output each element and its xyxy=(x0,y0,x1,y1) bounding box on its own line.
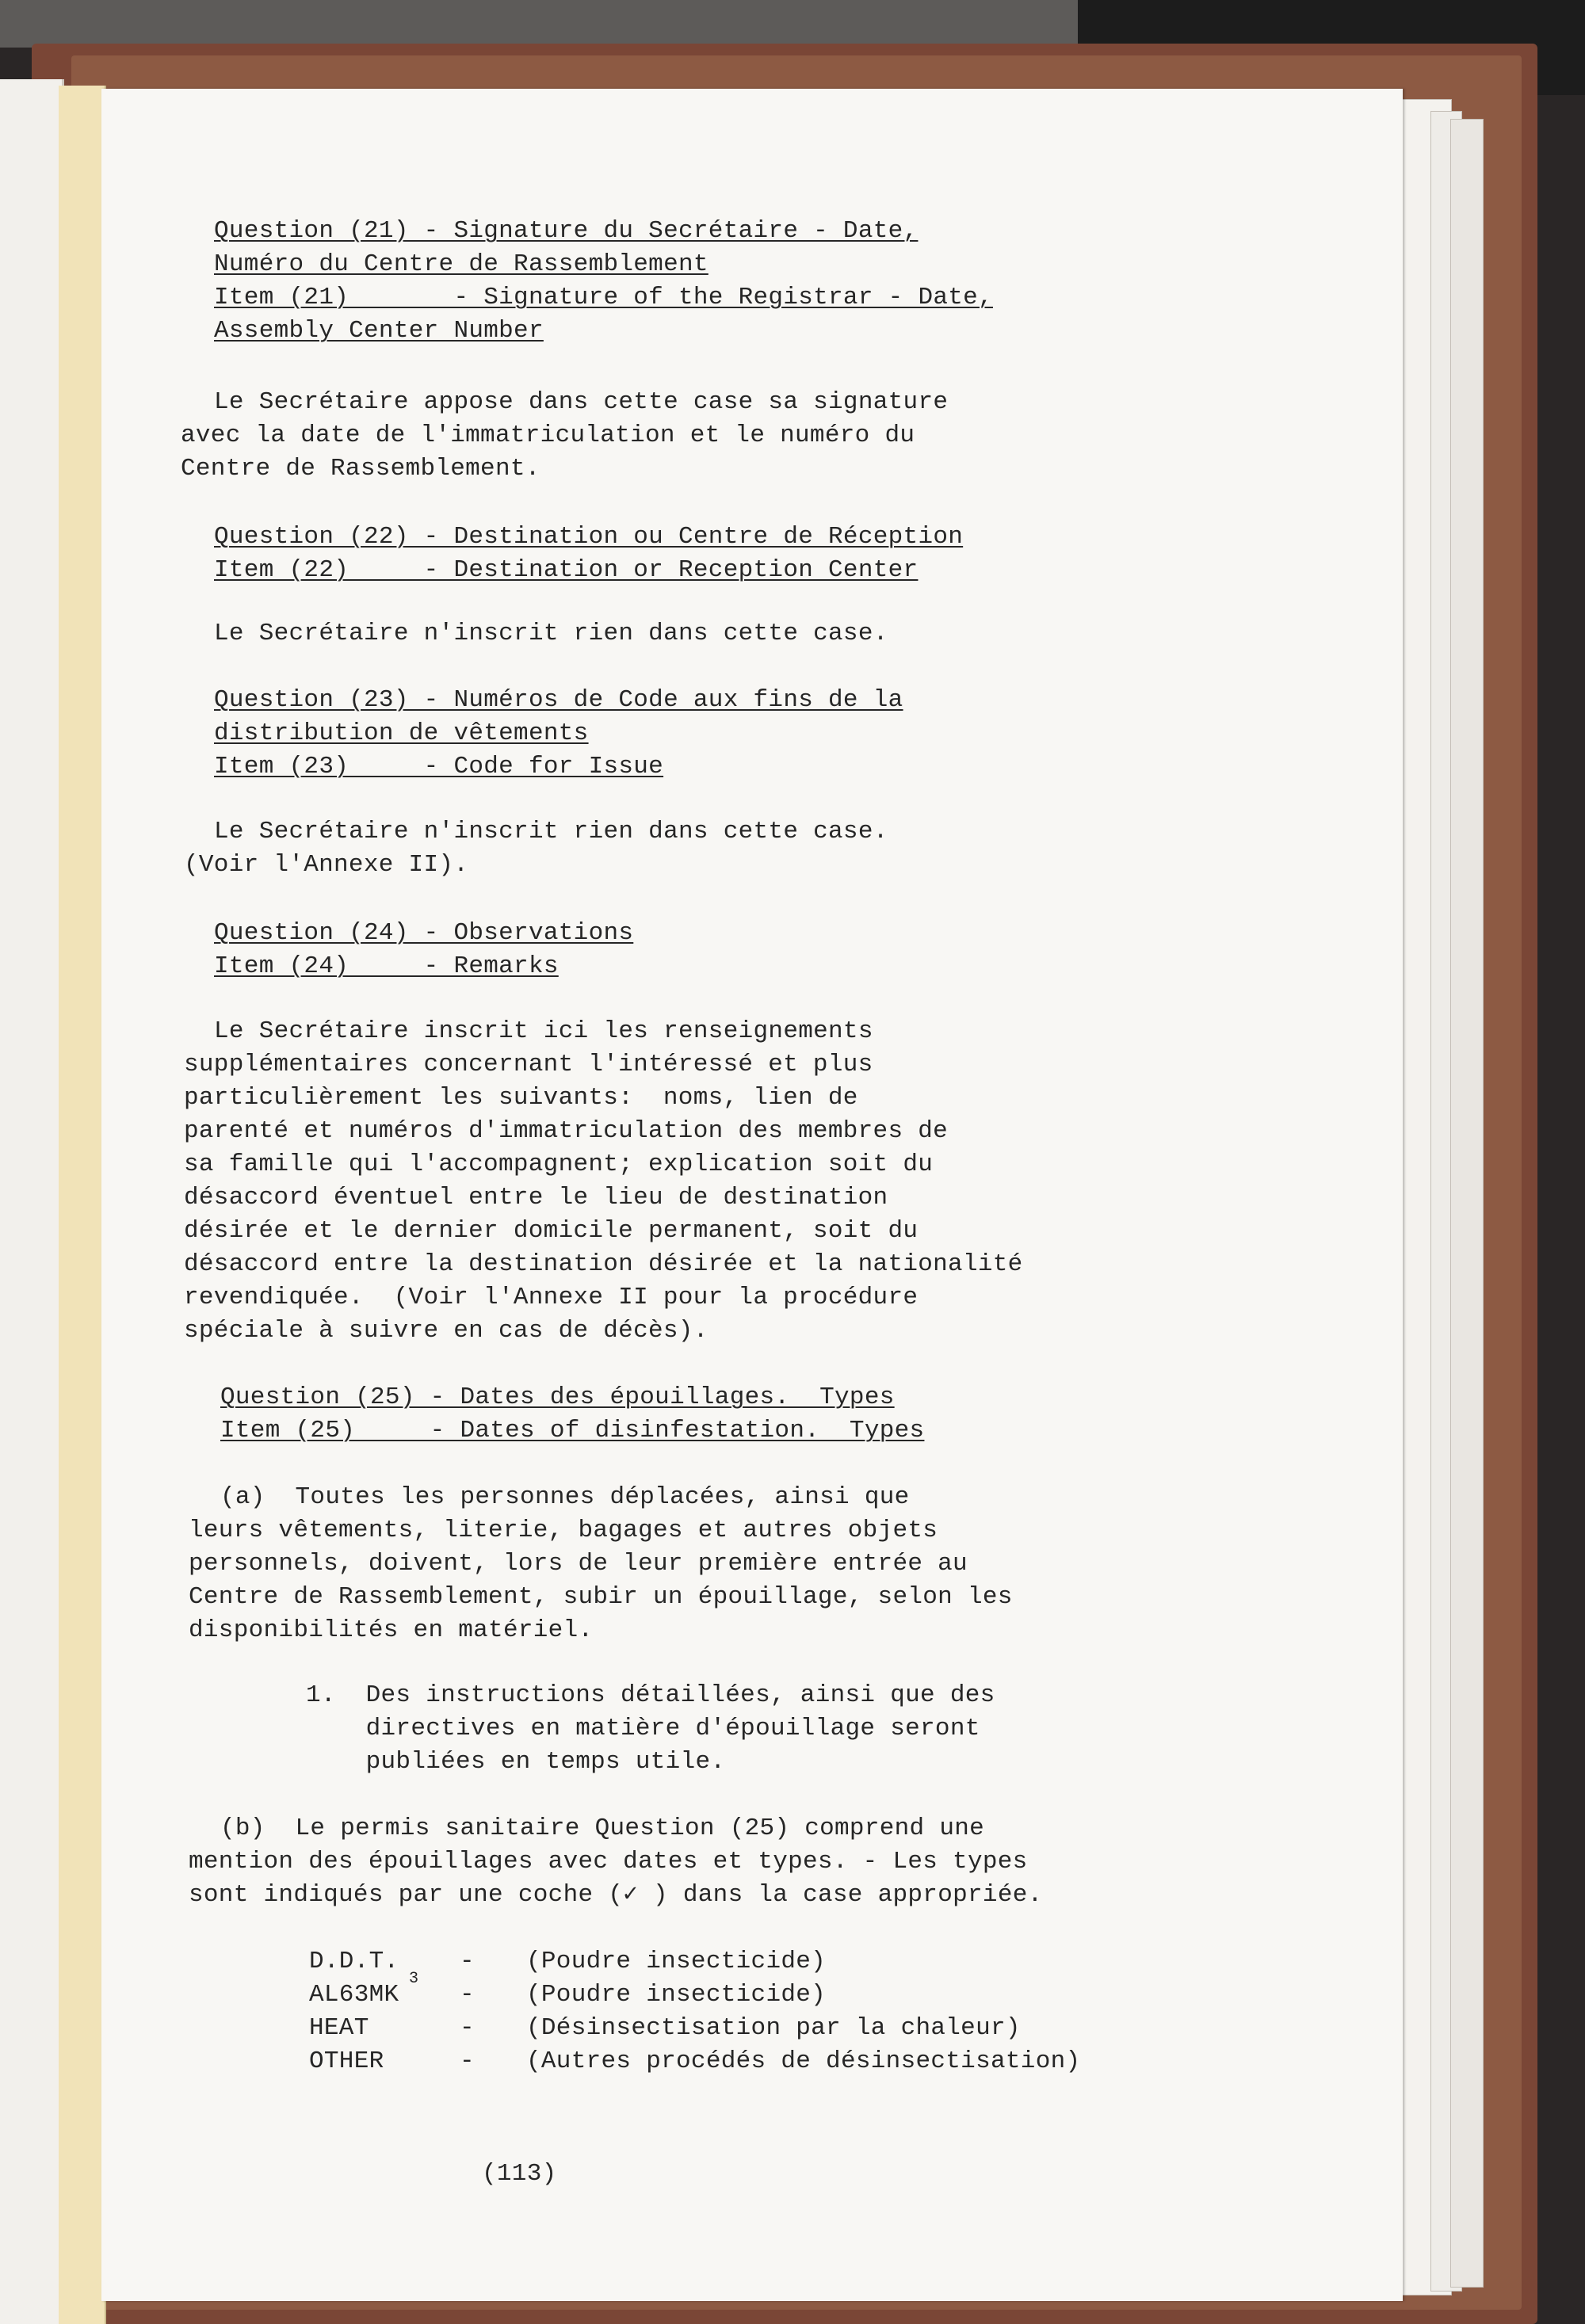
body-line: disponibilités en matériel. xyxy=(189,1616,594,1644)
document-page xyxy=(101,89,1403,2301)
section-heading: Item (23) - Code for Issue xyxy=(214,753,664,780)
body-line: désaccord entre la destination désirée et la nationalité xyxy=(184,1250,1023,1278)
code-label: D.D.T. xyxy=(309,1948,399,1975)
body-line: Le Secrétaire appose dans cette case sa signature xyxy=(214,388,949,416)
left-page-edge xyxy=(0,79,64,2324)
section-heading: Item (22) - Destination or Reception Center xyxy=(214,556,919,584)
body-line: (b) Le permis sanitaire Question (25) comprend une xyxy=(220,1815,985,1842)
binding-spine xyxy=(59,86,106,2324)
code-separator: - xyxy=(460,2047,475,2075)
body-line: particulièrement les suivants: noms, lien de xyxy=(184,1084,858,1112)
body-line: Le Secrétaire n'inscrit rien dans cette case. xyxy=(214,620,888,647)
body-line: supplémentaires concernant l'intéressé et plus xyxy=(184,1051,873,1078)
code-description: (Poudre insecticide) xyxy=(526,1948,827,1975)
code-label: OTHER xyxy=(309,2047,384,2075)
body-line: Centre de Rassemblement. xyxy=(181,455,540,483)
page-stack-edge xyxy=(1450,119,1484,2288)
body-line: revendiquée. (Voir l'Annexe II pour la procédure xyxy=(184,1284,919,1311)
body-line: leurs vêtements, literie, bagages et autres objets xyxy=(189,1517,938,1544)
body-line: parenté et numéros d'immatriculation des membres de xyxy=(184,1117,949,1145)
list-item: 1. Des instructions détaillées, ainsi que des xyxy=(306,1681,995,1709)
section-heading: Question (23) - Numéros de Code aux fins de la xyxy=(214,686,903,714)
section-heading: Assembly Center Number xyxy=(214,317,544,345)
section-heading: Question (25) - Dates des épouillages. Types xyxy=(220,1383,895,1411)
body-line: sont indiqués par une coche (✓ ) dans la case appropriée. xyxy=(189,1881,1043,1909)
section-heading: Item (25) - Dates of disinfestation. Types xyxy=(220,1417,925,1444)
body-line: désaccord éventuel entre le lieu de destination xyxy=(184,1184,888,1212)
code-separator: - xyxy=(460,1948,475,1975)
body-line: mention des épouillages avec dates et types. - Les types xyxy=(189,1848,1028,1876)
backdrop-left xyxy=(0,0,1078,48)
code-label: AL63MK xyxy=(309,1981,399,2009)
body-line: personnels, doivent, lors de leur première entrée au xyxy=(189,1550,968,1578)
section-heading: Question (22) - Destination ou Centre de Réception xyxy=(214,523,964,551)
code-description: (Désinsectisation par la chaleur) xyxy=(526,2014,1021,2042)
body-line: spéciale à suivre en cas de décès). xyxy=(184,1317,708,1345)
body-line: (a) Toutes les personnes déplacées, ainsi que xyxy=(220,1483,910,1511)
list-item: publiées en temps utile. xyxy=(306,1748,726,1776)
section-heading: Item (24) - Remarks xyxy=(214,952,559,980)
body-line: Centre de Rassemblement, subir un épouillage, selon les xyxy=(189,1583,1013,1611)
section-heading: distribution de vêtements xyxy=(214,719,589,747)
body-line: Le Secrétaire inscrit ici les renseignements xyxy=(214,1017,873,1045)
code-description: (Autres procédés de désinsectisation) xyxy=(526,2047,1081,2075)
list-item: directives en matière d'épouillage seront xyxy=(306,1715,980,1742)
section-heading: Question (24) - Observations xyxy=(214,919,634,947)
section-heading: Question (21) - Signature du Secrétaire - Date, xyxy=(214,217,919,245)
body-line: Le Secrétaire n'inscrit rien dans cette case. xyxy=(214,818,888,845)
body-line: désirée et le dernier domicile permanent, soit du xyxy=(184,1217,919,1245)
superscript-reference: 3 xyxy=(409,1970,419,1988)
body-line: sa famille qui l'accompagnent; explication soit du xyxy=(184,1151,934,1178)
page-number: (113) xyxy=(482,2160,557,2188)
body-line: (Voir l'Annexe II). xyxy=(184,851,469,879)
section-heading: Numéro du Centre de Rassemblement xyxy=(214,250,708,278)
body-line: avec la date de l'immatriculation et le numéro du xyxy=(181,422,915,449)
code-description: (Poudre insecticide) xyxy=(526,1981,827,2009)
code-separator: - xyxy=(460,1981,475,2009)
code-label: HEAT xyxy=(309,2014,369,2042)
section-heading: Item (21) - Signature of the Registrar - Date, xyxy=(214,284,993,311)
code-separator: - xyxy=(460,2014,475,2042)
